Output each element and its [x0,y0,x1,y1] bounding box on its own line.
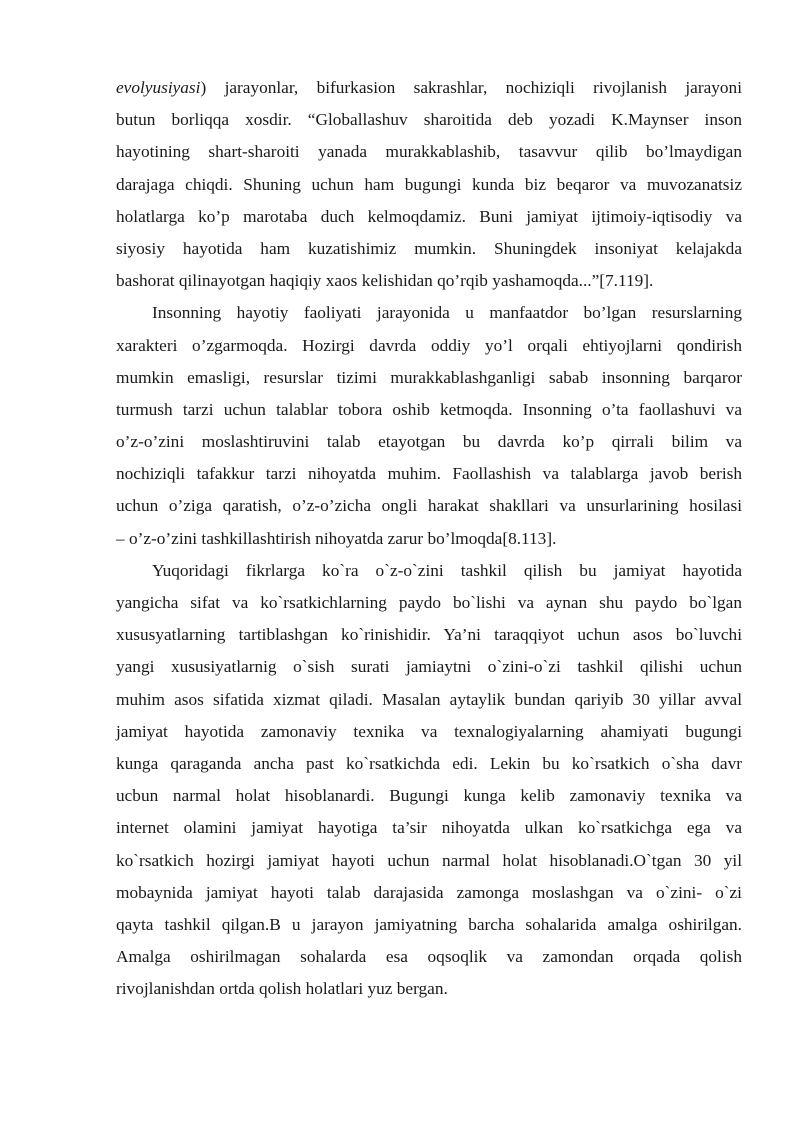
text-line: yangicha sifat va ko`rsatkichlarning paydo bo`lishi va aynan shu paydo bo`lgan [116,593,742,612]
text-line: mobaynida jamiyat hayoti talab darajasida zamonga moslashgan va o`zini- o`zi [116,882,742,902]
italic-term: evolyusiyasi [116,78,201,97]
text-line: turmush tarzi uchun talablar tobora oshib ketmoqda. Insonning o’ta faollashuvi va [116,399,742,419]
text-line: o’z-o’zini moslashtiruvini talab etayotgan bu davrda ko’p qirrali bilim va [116,432,742,452]
text-line: butun borliqqa xosdir. “Globallashuv sharoitida deb yozadi K.Maynser inson [116,110,742,130]
text-line: uchun o’ziga qaratish, o’z-o’zicha ongli harakat shakllari va unsurlarining hosilasi [116,496,742,516]
text-line: Insonning hayotiy faoliyati jarayonida u manfaatdor bo’lgan resurslarning [152,303,742,323]
paragraph-3 [116,555,742,1006]
line-text: ) jarayonlar, bifurkasion sakrashlar, nochiziqli rivojlanish jarayoni [200,78,742,97]
text-line: jamiyat hayotida zamonaviy texnika va texnalogiyalarning ahamiyati bugungi [116,721,742,741]
text-line: Yuqoridagi fikrlarga ko`ra o`z-o`zini tashkil qilish bu jamiyat hayotida [152,560,742,580]
body-text [116,72,742,1005]
text-line: hayotining shart-sharoiti yanada murakkablashib, tasavvur qilib bo’lmaydigan [116,142,742,162]
text-line [116,72,742,104]
paragraph-2 [116,297,742,555]
text-line: siyosiy hayotida ham kuzatishimiz mumkin. Shuningdek insoniyat kelajakda [116,238,742,258]
text-line: nochiziqli tafakkur tarzi nihoyatda muhim. Faollashish va talablarga javob berish [116,464,742,484]
text-line: darajaga chiqdi. Shuning uchun ham bugungi kunda biz beqaror va muvozanatsiz [116,174,742,194]
text-line: holatlarga ko’p marotaba duch kelmoqdamiz. Buni jamiyat ijtimoiy-iqtisodiy va [116,206,742,226]
text-line: ko`rsatkich hozirgi jamiyat hayoti uchun narmal holat hisoblanadi.O`tgan 30 yil [116,850,742,870]
text-line: mumkin emasligi, resurslar tizimi murakkablashganligi sabab insonning barqaror [116,367,742,387]
text-line: xususyatlarning tartiblashgan ko`rinishidir. Ya’ni taraqqiyot uchun asos bo`luvchi [116,625,742,645]
text-line: Amalga oshirilmagan sohalarda esa oqsoqlik va zamondan orqada qolish [116,947,742,967]
text-line: ucbun narmal holat hisoblanardi. Bugungi kunga kelib zamonaviy texnika va [116,786,742,806]
text-line: bashorat qilinayotgan haqiqiy xaos kelishidan qo’rqib yashamoqda...”[7.119]. [116,271,654,291]
text-line: kunga qaraganda ancha past ko`rsatkichda edi. Lekin bu ko`rsatkich o`sha davr [116,753,742,773]
text-line: – o’z-o’zini tashkillashtirish nihoyatda zarur bo’lmoqda[8.113]. [116,528,557,548]
text-line: rivojlanishdan ortda qolish holatlari yuz bergan. [116,979,448,999]
paragraph-1 [116,72,742,297]
text-line: yangi xususiyatlarnig o`sish surati jamiaytni o`zini-o`zi tashkil qilishi uchun [116,657,742,677]
text-line: muhim asos sifatida xizmat qiladi. Masalan aytaylik bundan qariyib 30 yillar avval [116,689,742,709]
text-line: internet olamini jamiyat hayotiga ta’sir nihoyatda ulkan ko`rsatkichga ega va [116,818,742,838]
text-line: qayta tashkil qilgan.B u jarayon jamiyatning barcha sohalarida amalga oshirilgan. [116,914,742,934]
text-line: xarakteri o’zgarmoqda. Hozirgi davrda oddiy yo’l orqali ehtiyojlarni qondirish [116,335,742,355]
